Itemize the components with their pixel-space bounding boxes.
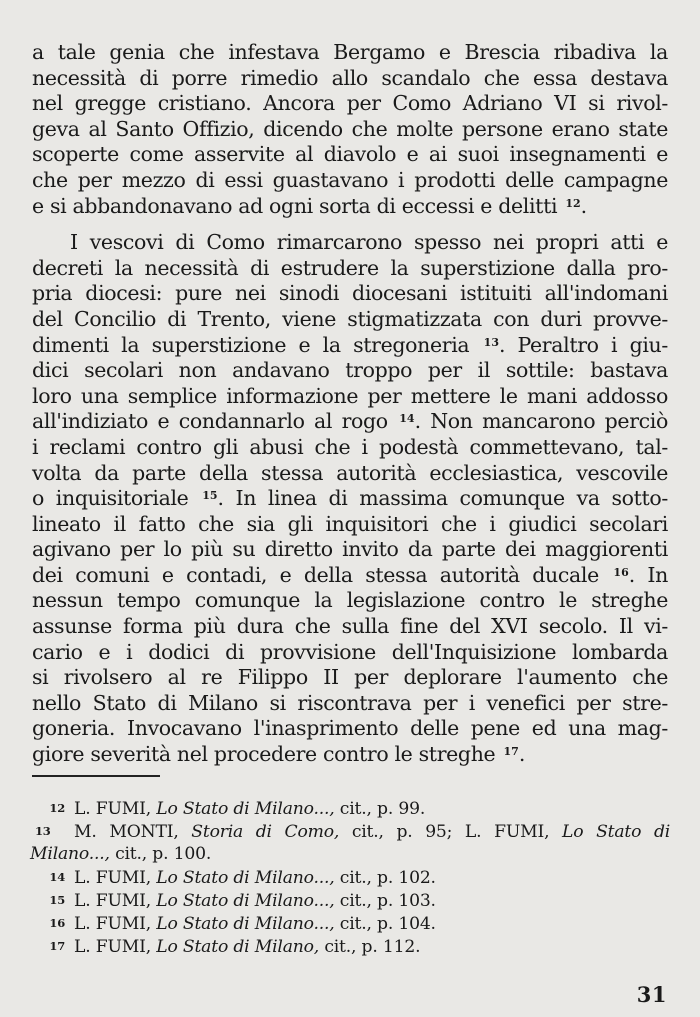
text-line [32,333,668,359]
text-segment: . Non mancarono perciò [414,409,668,434]
footnote-12 [30,797,670,820]
text-segment: dimenti la superstizione e la stregoneria [32,332,470,357]
text-line: dici secolari non andavano troppo per il sottile: bastava [32,358,668,383]
text-segment: . Peraltro i giu- [498,332,668,357]
footnote-citation: cit., p. 102. [339,868,436,888]
footnote-title: Lo Stato di [562,822,671,842]
footnote-number: 14 [49,870,65,884]
footnote-13-continuation [30,843,670,866]
footnote-ref-16[interactable]: 16 [613,565,629,579]
footnote-title: Milano..., [30,844,110,864]
text-line: assunse forma più dura che sulla fine del XVI secolo. Il vi- [32,614,668,639]
footnote-number: 17 [49,939,65,953]
text-line: necessità di porre rimedio allo scandalo che essa destava [32,65,668,90]
footnote-author: L. FUMI, [74,937,152,957]
text-line: lineato il fatto che sia gli inquisitori che i giudici secolari [32,511,668,536]
text-line: nello Stato di Milano si riscontrava per i venefici per stre- [32,690,668,715]
text-segment: e si abbandonavano ad ogni sorta di eccessi e delitti [32,193,558,218]
footnotes [30,797,670,958]
footnote-number: 15 [49,893,65,907]
footnote-ref-15[interactable]: 15 [202,489,218,503]
paragraph-2 [32,230,668,767]
text-line: volta da parte della stessa autorità ecclesiastica, vescovile [32,460,668,485]
text-segment: all'indiziato e condannarlo al rogo [32,409,388,434]
text-segment: . [518,742,525,767]
text-line [32,194,668,220]
text-segment: o inquisitoriale [32,486,189,511]
text-line: a tale genia che infestava Bergamo e Brescia ribadiva la [32,40,668,64]
footnote-number: 16 [49,916,65,930]
text-segment: . In linea di massima comunque va sotto- [217,486,668,511]
footnote-number: 13 [35,824,51,838]
text-line [32,742,668,768]
footnote-citation: cit., p. 112. [324,937,421,957]
text-line: agivano per lo più su diretto invito da parte dei maggiorenti [32,537,668,562]
text-line [32,409,668,435]
footnote-citation: cit., p. 95; L. FUMI, [351,822,550,842]
footnote-title: Storia di Como, [191,822,340,842]
text-segment: giore severità nel procedere contro le streghe [32,742,496,767]
text-line: nel gregge cristiano. Ancora per Como Adriano VI si rivol- [32,91,668,116]
footnote-ref-17[interactable]: 17 [503,745,519,759]
footnote-citation: cit., p. 103. [339,891,436,911]
text-line: i reclami contro gli abusi che i podestà commettevano, tal- [32,434,668,459]
text-line: del Concilio di Trento, viene stigmatizzata con duri provve- [32,306,668,331]
text-line: goneria. Invocavano l'inasprimento delle pene ed una mag- [32,716,668,741]
text-line: nessun tempo comunque la legislazione contro le streghe [32,588,668,613]
footnote-ref-13[interactable]: 13 [483,335,499,349]
footnote-author: L. FUMI, [74,891,152,911]
footnote-title: Lo Stato di Milano..., [156,868,335,888]
footnote-title: Lo Stato di Milano, [156,937,320,957]
footnote-citation: cit., p. 100. [115,844,212,864]
footnote-title: Lo Stato di Milano..., [156,799,335,819]
text-line: che per mezzo di essi guastavano i prodotti delle campagne [32,167,668,192]
footnote-13 [30,820,670,843]
footnote-15 [30,889,670,912]
text-line: I vescovi di Como rimarcarono spesso nei propri atti e [70,230,668,255]
footnote-ref-14[interactable]: 14 [399,412,415,426]
text-segment: dei comuni e contadi, e della stessa autorità ducale [32,562,599,587]
text-line: loro una semplice informazione per mettere le mani addosso [32,383,668,408]
text-line [32,486,668,512]
text-line: decreti la necessità di estrudere la superstizione dalla pro- [32,255,668,280]
footnote-number: 12 [49,801,65,815]
footnote-author: M. MONTI, [74,822,179,842]
text-segment: . In [628,562,669,587]
footnote-author: L. FUMI, [74,799,152,819]
footnote-14 [30,866,670,889]
text-segment: . [580,193,587,218]
paragraph-1 [32,40,668,219]
text-line: geva al Santo Offizio, dicendo che molte persone erano state [32,116,668,141]
footnote-title: Lo Stato di Milano..., [156,891,335,911]
page-number: 31 [636,982,667,1007]
footnote-ref-12[interactable]: 12 [565,196,581,210]
footnote-separator [32,775,160,777]
footnote-citation: cit., p. 104. [339,914,436,934]
text-line [32,563,668,589]
footnote-author: L. FUMI, [74,914,152,934]
footnote-17 [30,935,670,958]
text-line: cario e i dodici di provvisione dell'Inquisizione lombarda [32,639,668,664]
footnote-16 [30,912,670,935]
footnote-citation: cit., p. 99. [339,799,426,819]
footnote-title: Lo Stato di Milano..., [156,914,335,934]
main-text [32,40,668,768]
text-line: pria diocesi: pure nei sinodi diocesani istituiti all'indomani [32,281,668,306]
text-line: si rivolsero al re Filippo II per deplorare l'aumento che [32,665,668,690]
text-line: scoperte come asservite al diavolo e ai suoi insegnamenti e [32,142,668,167]
footnote-author: L. FUMI, [74,868,152,888]
